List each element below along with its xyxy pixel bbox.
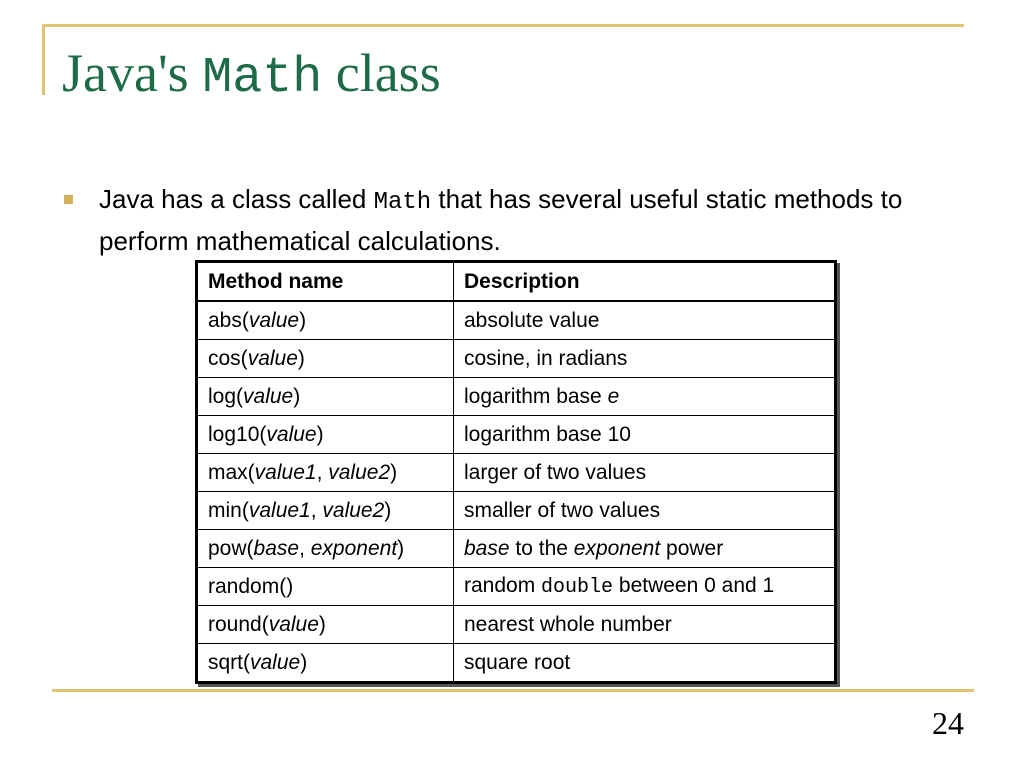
bullet-code: Math <box>373 189 432 216</box>
table-row <box>197 644 836 683</box>
header-description: Description <box>454 262 836 302</box>
table-row <box>197 530 836 568</box>
table-row <box>197 378 836 416</box>
method-name-cell: round(value) <box>197 606 454 644</box>
description-cell: cosine, in radians <box>454 340 836 378</box>
table-row <box>197 568 836 606</box>
header-method-name: Method name <box>197 262 454 302</box>
description-cell: absolute value <box>454 301 836 340</box>
math-methods-table <box>195 260 837 684</box>
method-name-cell: pow(base, exponent) <box>197 530 454 568</box>
table-header-row <box>197 262 836 302</box>
table-row <box>197 416 836 454</box>
bullet-text-after: that has several useful static methods to perform mathematical calculations. <box>99 184 903 256</box>
bottom-rule <box>52 689 974 692</box>
bullet-text <box>99 180 979 260</box>
left-rule <box>42 24 45 95</box>
slide-title <box>62 38 441 108</box>
description-cell: smaller of two values <box>454 492 836 530</box>
page-number: 24 <box>932 705 964 741</box>
bullet-square-icon <box>64 195 73 204</box>
description-cell: logarithm base e <box>454 378 836 416</box>
description-cell: random double between 0 and 1 <box>454 568 836 606</box>
table-row <box>197 301 836 340</box>
description-cell: square root <box>454 644 836 683</box>
bullet-text-before: Java has a class called <box>99 184 374 214</box>
method-name-cell: random() <box>197 568 454 606</box>
table-row <box>197 454 836 492</box>
method-name-cell: min(value1, value2) <box>197 492 454 530</box>
description-cell: nearest whole number <box>454 606 836 644</box>
method-name-cell: cos(value) <box>197 340 454 378</box>
method-name-cell: sqrt(value) <box>197 644 454 683</box>
method-name-cell: log10(value) <box>197 416 454 454</box>
table-row <box>197 492 836 530</box>
table-row <box>197 340 836 378</box>
description-cell: base to the exponent power <box>454 530 836 568</box>
top-rule <box>42 24 964 27</box>
method-name-cell: log(value) <box>197 378 454 416</box>
description-cell: larger of two values <box>454 454 836 492</box>
title-prefix: Java's <box>62 43 203 103</box>
table-row <box>197 606 836 644</box>
title-code: Math <box>202 50 323 107</box>
title-suffix: class <box>322 43 441 103</box>
description-cell: logarithm base 10 <box>454 416 836 454</box>
method-name-cell: abs(value) <box>197 301 454 340</box>
method-name-cell: max(value1, value2) <box>197 454 454 492</box>
